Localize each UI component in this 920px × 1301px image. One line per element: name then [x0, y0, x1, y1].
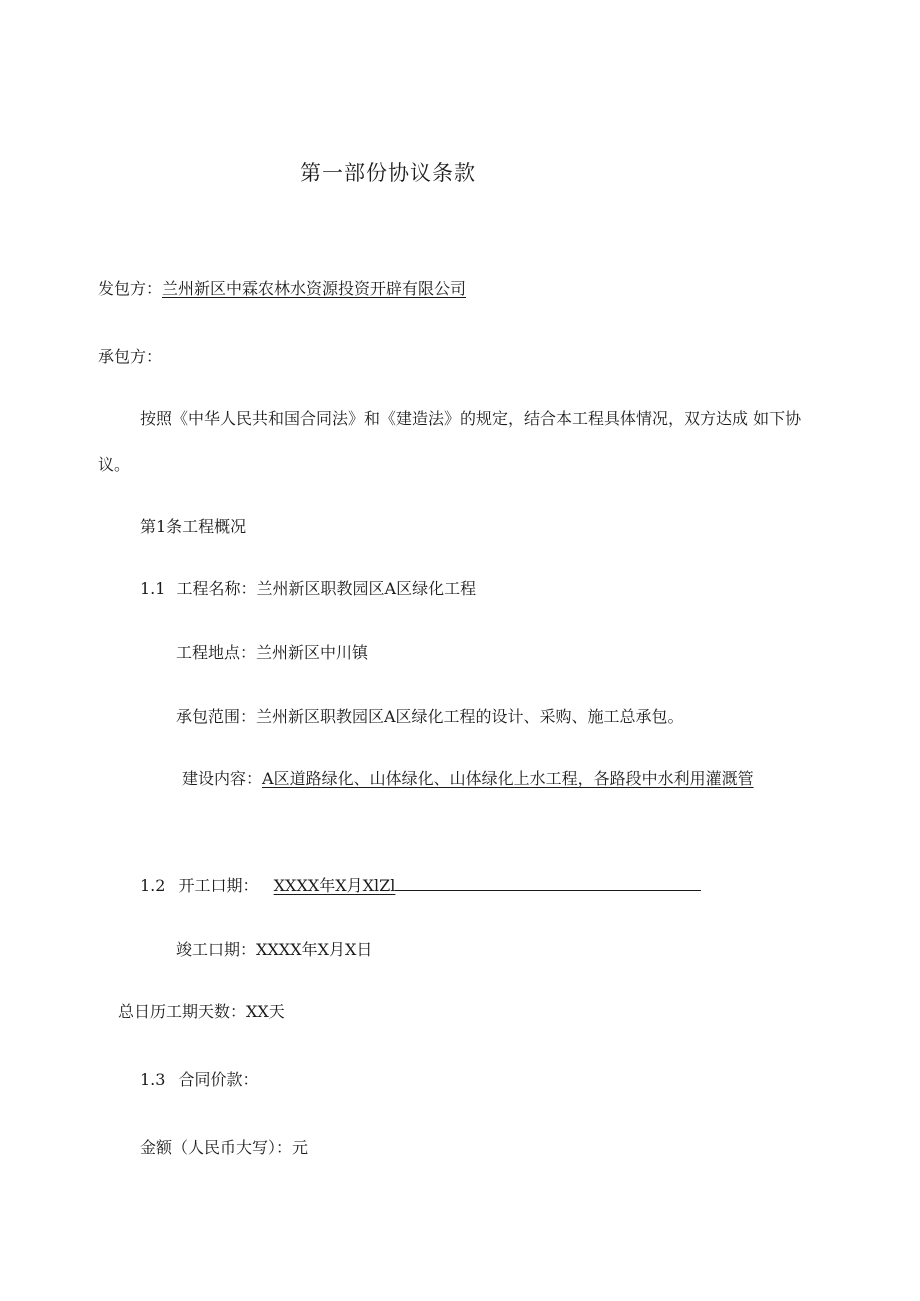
- section-number: 1.1: [140, 579, 166, 598]
- construction-content: A区道路绿化、山体绿化、山体绿化上水工程，各路段中水利用灌溉管: [262, 769, 754, 788]
- project-location: 工程地点：兰州新区中川镇: [176, 643, 369, 662]
- total-calendar-days: 总日历工期天数：XX天: [118, 1002, 285, 1021]
- start-date-value: XXXX年X月XlZl: [273, 876, 396, 895]
- section-1-3-row: [140, 1068, 259, 1092]
- intro-paragraph-line-2: 议。: [98, 455, 131, 474]
- contract-scope: 承包范围：兰州新区职教园区A区绿化工程的设计、采购、施工总承包。: [176, 707, 684, 726]
- project-name: 工程名称：兰州新区职教园区A区绿化工程: [176, 579, 477, 598]
- construction-label: 建设内容：: [182, 769, 263, 788]
- section-number: 1.3: [140, 1070, 166, 1089]
- employer-row: [98, 277, 466, 301]
- employer-label: 发包方：: [98, 279, 163, 298]
- section-number: 1.2: [140, 876, 166, 895]
- intro-paragraph-line-1: 按照《中华人民共和国合同法》和《建造法》的规定，结合本工程具体情况，双方达成 如下协: [140, 409, 802, 428]
- completion-date: 竣工口期：XXXX年X月X日: [176, 940, 373, 959]
- construction-content-row: [182, 767, 754, 791]
- article-1-heading: 第1条工程概况: [140, 517, 247, 536]
- section-1-2-row: [140, 874, 701, 898]
- section-1-1-row: [140, 577, 476, 601]
- amount-in-words: 金额（人民币大写）：元: [140, 1138, 309, 1157]
- start-date-label: 开工口期：: [178, 876, 259, 895]
- contract-price-label: 合同价款：: [178, 1070, 259, 1089]
- blank-fill-line: [395, 875, 701, 891]
- page-title: 第一部份协议条款: [300, 161, 476, 185]
- contractor-label: 承包方：: [98, 347, 163, 366]
- employer-name: 兰州新区中霖农林水资源投资开辟有限公司: [162, 279, 467, 298]
